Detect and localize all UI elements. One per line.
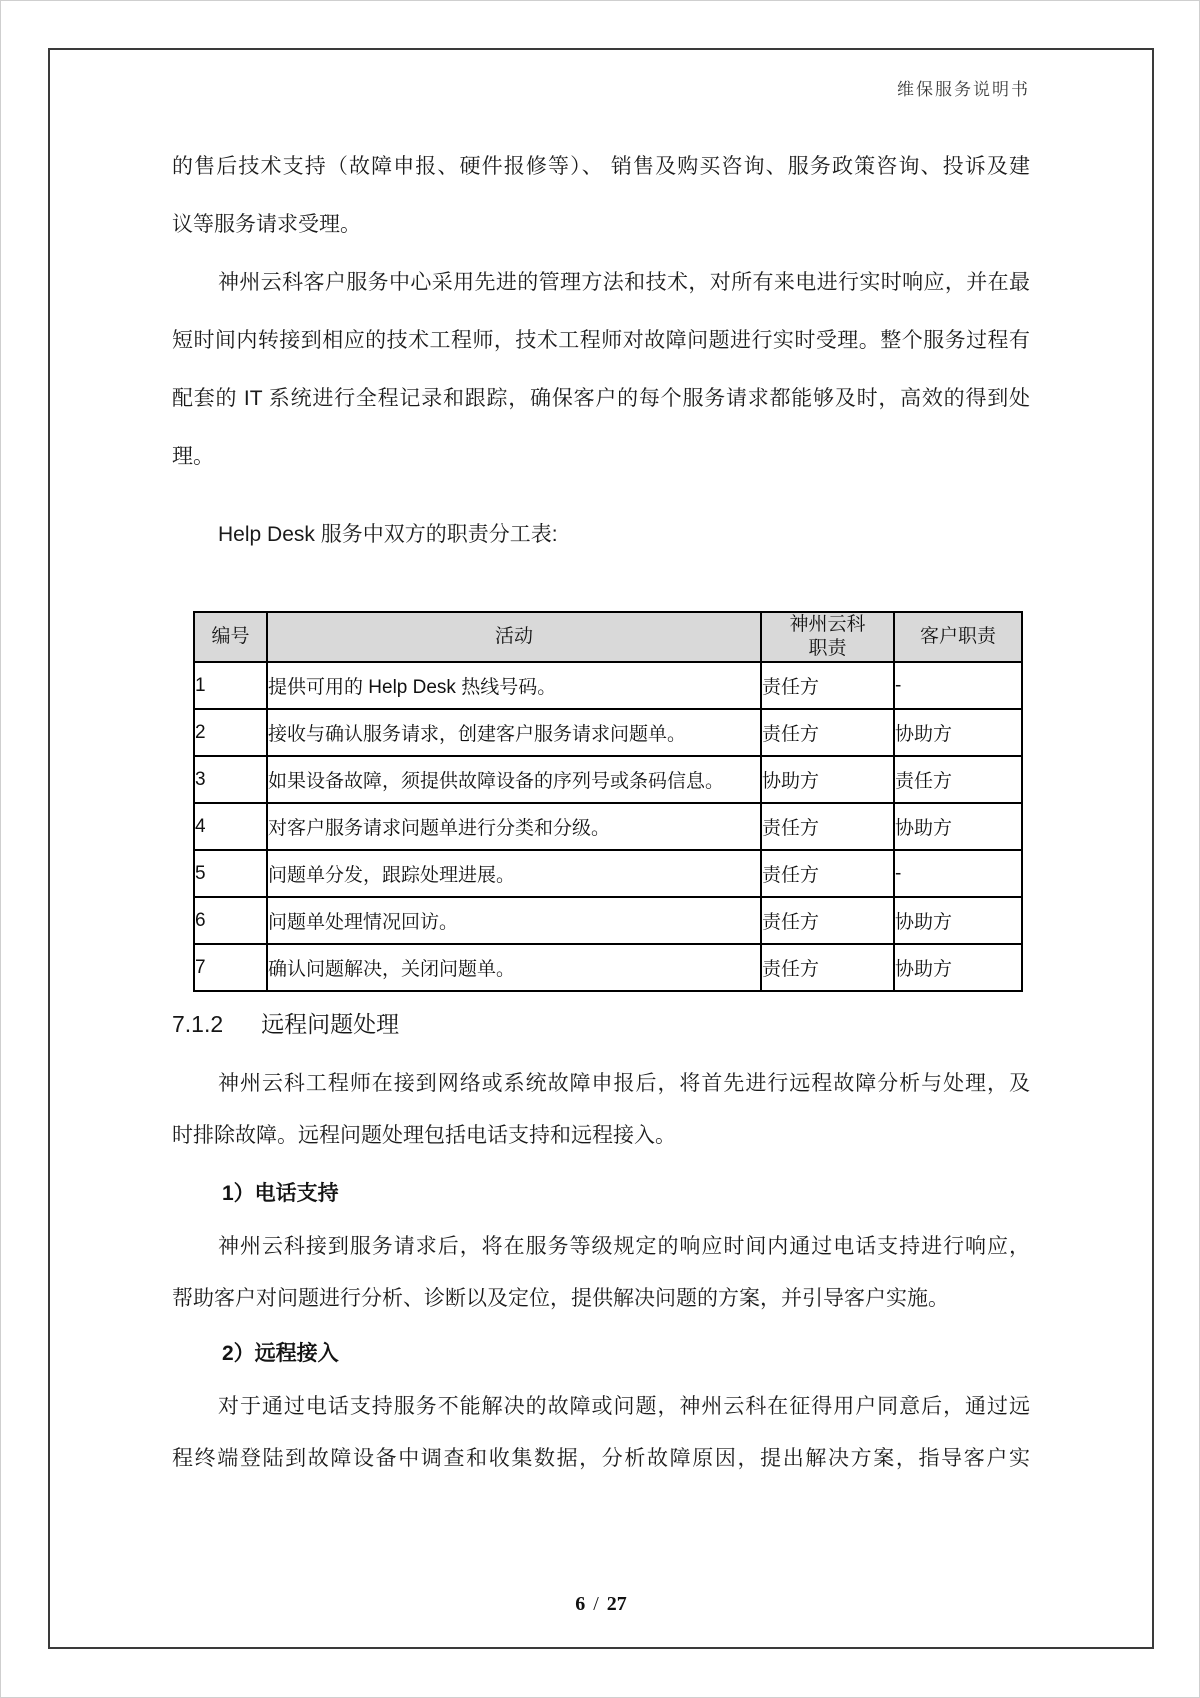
cell-activity: 对客户服务请求问题单进行分类和分级。: [267, 803, 761, 850]
column-header-activity: 活动: [267, 612, 761, 662]
cell-activity: 问题单分发，跟踪处理进展。: [267, 850, 761, 897]
paragraph-service-center: [172, 254, 1030, 486]
cell-customer: 协助方: [894, 709, 1022, 756]
page-number-separator: /: [593, 1593, 599, 1615]
cell-number: 5: [194, 850, 267, 897]
table-row: [194, 662, 1022, 709]
section-heading: [172, 1009, 1030, 1039]
cell-activity: 确认问题解决，关闭问题单。: [267, 944, 761, 991]
cell-dsk: 责任方: [761, 897, 894, 944]
cell-customer: -: [894, 662, 1022, 709]
cell-number: 1: [194, 662, 267, 709]
cell-activity: 提供可用的 Help Desk 热线号码。: [267, 662, 761, 709]
column-header-number: 编号: [194, 612, 267, 662]
column-header-customer-responsibility: 客户职责: [894, 612, 1022, 662]
total-page-count: 27: [606, 1593, 627, 1615]
column-header-dsk-line1: 神州云科: [789, 614, 866, 635]
document-header-title: 维保服务说明书: [897, 80, 1030, 99]
cell-dsk: 责任方: [761, 709, 894, 756]
paragraph-line: 时排除故障。远程问题处理包括电话支持和远程接入。: [172, 1124, 676, 1147]
cell-dsk: 协助方: [761, 756, 894, 803]
cell-dsk: 责任方: [761, 803, 894, 850]
paragraph-line: 程终端登陆到故障设备中调查和收集数据，分析故障原因，提出解决方案，指导客户实: [172, 1447, 1030, 1470]
page-footer: [172, 1591, 1030, 1617]
section-number: 7.1.2: [172, 1011, 224, 1037]
table-header-row: [194, 612, 1022, 662]
cell-number: 7: [194, 944, 267, 991]
cell-dsk: 责任方: [761, 944, 894, 991]
subsection-heading-phone-support: 1）电话支持: [222, 1182, 339, 1205]
cell-activity: 如果设备故障，须提供故障设备的序列号或条码信息。: [267, 756, 761, 803]
table-row: [194, 803, 1022, 850]
paragraph-line: 配套的 IT 系统进行全程记录和跟踪，确保客户的每个服务请求都能够及时，高效的得到处: [172, 387, 1030, 410]
subsection-heading-remote-access: 2）远程接入: [222, 1342, 339, 1365]
table-row: [194, 850, 1022, 897]
cell-customer: -: [894, 850, 1022, 897]
cell-number: 4: [194, 803, 267, 850]
paragraph-line: 短时间内转接到相应的技术工程师，技术工程师对故障问题进行实时受理。整个服务过程有: [172, 329, 1030, 352]
cell-activity: 问题单处理情况回访。: [267, 897, 761, 944]
cell-customer: 协助方: [894, 944, 1022, 991]
cell-number: 6: [194, 897, 267, 944]
paragraph-line: 议等服务请求受理。: [172, 213, 361, 236]
cell-customer: 责任方: [894, 756, 1022, 803]
paragraph-line: 的售后技术支持（故障申报、硬件报修等）、 销售及购买咨询、服务政策咨询、投诉及建: [172, 155, 1030, 178]
column-header-dsk-line2: 职责: [808, 638, 847, 659]
cell-number: 3: [194, 756, 267, 803]
paragraph-line: 理。: [172, 445, 214, 468]
cell-number: 2: [194, 709, 267, 756]
page-content: [172, 1, 1030, 1617]
table-row: [194, 897, 1022, 944]
paragraph-remote-access: [172, 1381, 1030, 1485]
table-row: [194, 756, 1022, 803]
paragraph-phone-support: [172, 1221, 1030, 1325]
cell-activity: 接收与确认服务请求，创建客户服务请求问题单。: [267, 709, 761, 756]
column-header-dsk-responsibility: [761, 612, 894, 662]
paragraph-remote-handling: [172, 1058, 1030, 1162]
table-row: [194, 709, 1022, 756]
cell-dsk: 责任方: [761, 850, 894, 897]
responsibility-table: [193, 611, 1023, 992]
paragraph-continuation: [172, 138, 1030, 254]
paragraph-line: 对于通过电话支持服务不能解决的故障或问题，神州云科在征得用户同意后，通过远: [218, 1395, 1030, 1418]
cell-customer: 协助方: [894, 897, 1022, 944]
paragraph-line: 帮助客户对问题进行分析、诊断以及定位，提供解决问题的方案，并引导客户实施。: [172, 1287, 949, 1310]
paragraph-line: 神州云科客户服务中心采用先进的管理方法和技术，对所有来电进行实时响应，并在最: [218, 271, 1030, 294]
current-page-number: 6: [575, 1593, 586, 1615]
cell-customer: 协助方: [894, 803, 1022, 850]
table-row: [194, 944, 1022, 991]
table-intro-line: Help Desk 服务中双方的职责分工表:: [218, 523, 558, 546]
paragraph-line: 神州云科接到服务请求后，将在服务等级规定的响应时间内通过电话支持进行响应，: [218, 1235, 1030, 1258]
section-title: 远程问题处理: [261, 1011, 400, 1037]
cell-dsk: 责任方: [761, 662, 894, 709]
paragraph-line: 神州云科工程师在接到网络或系统故障申报后，将首先进行远程故障分析与处理，及: [218, 1072, 1030, 1095]
